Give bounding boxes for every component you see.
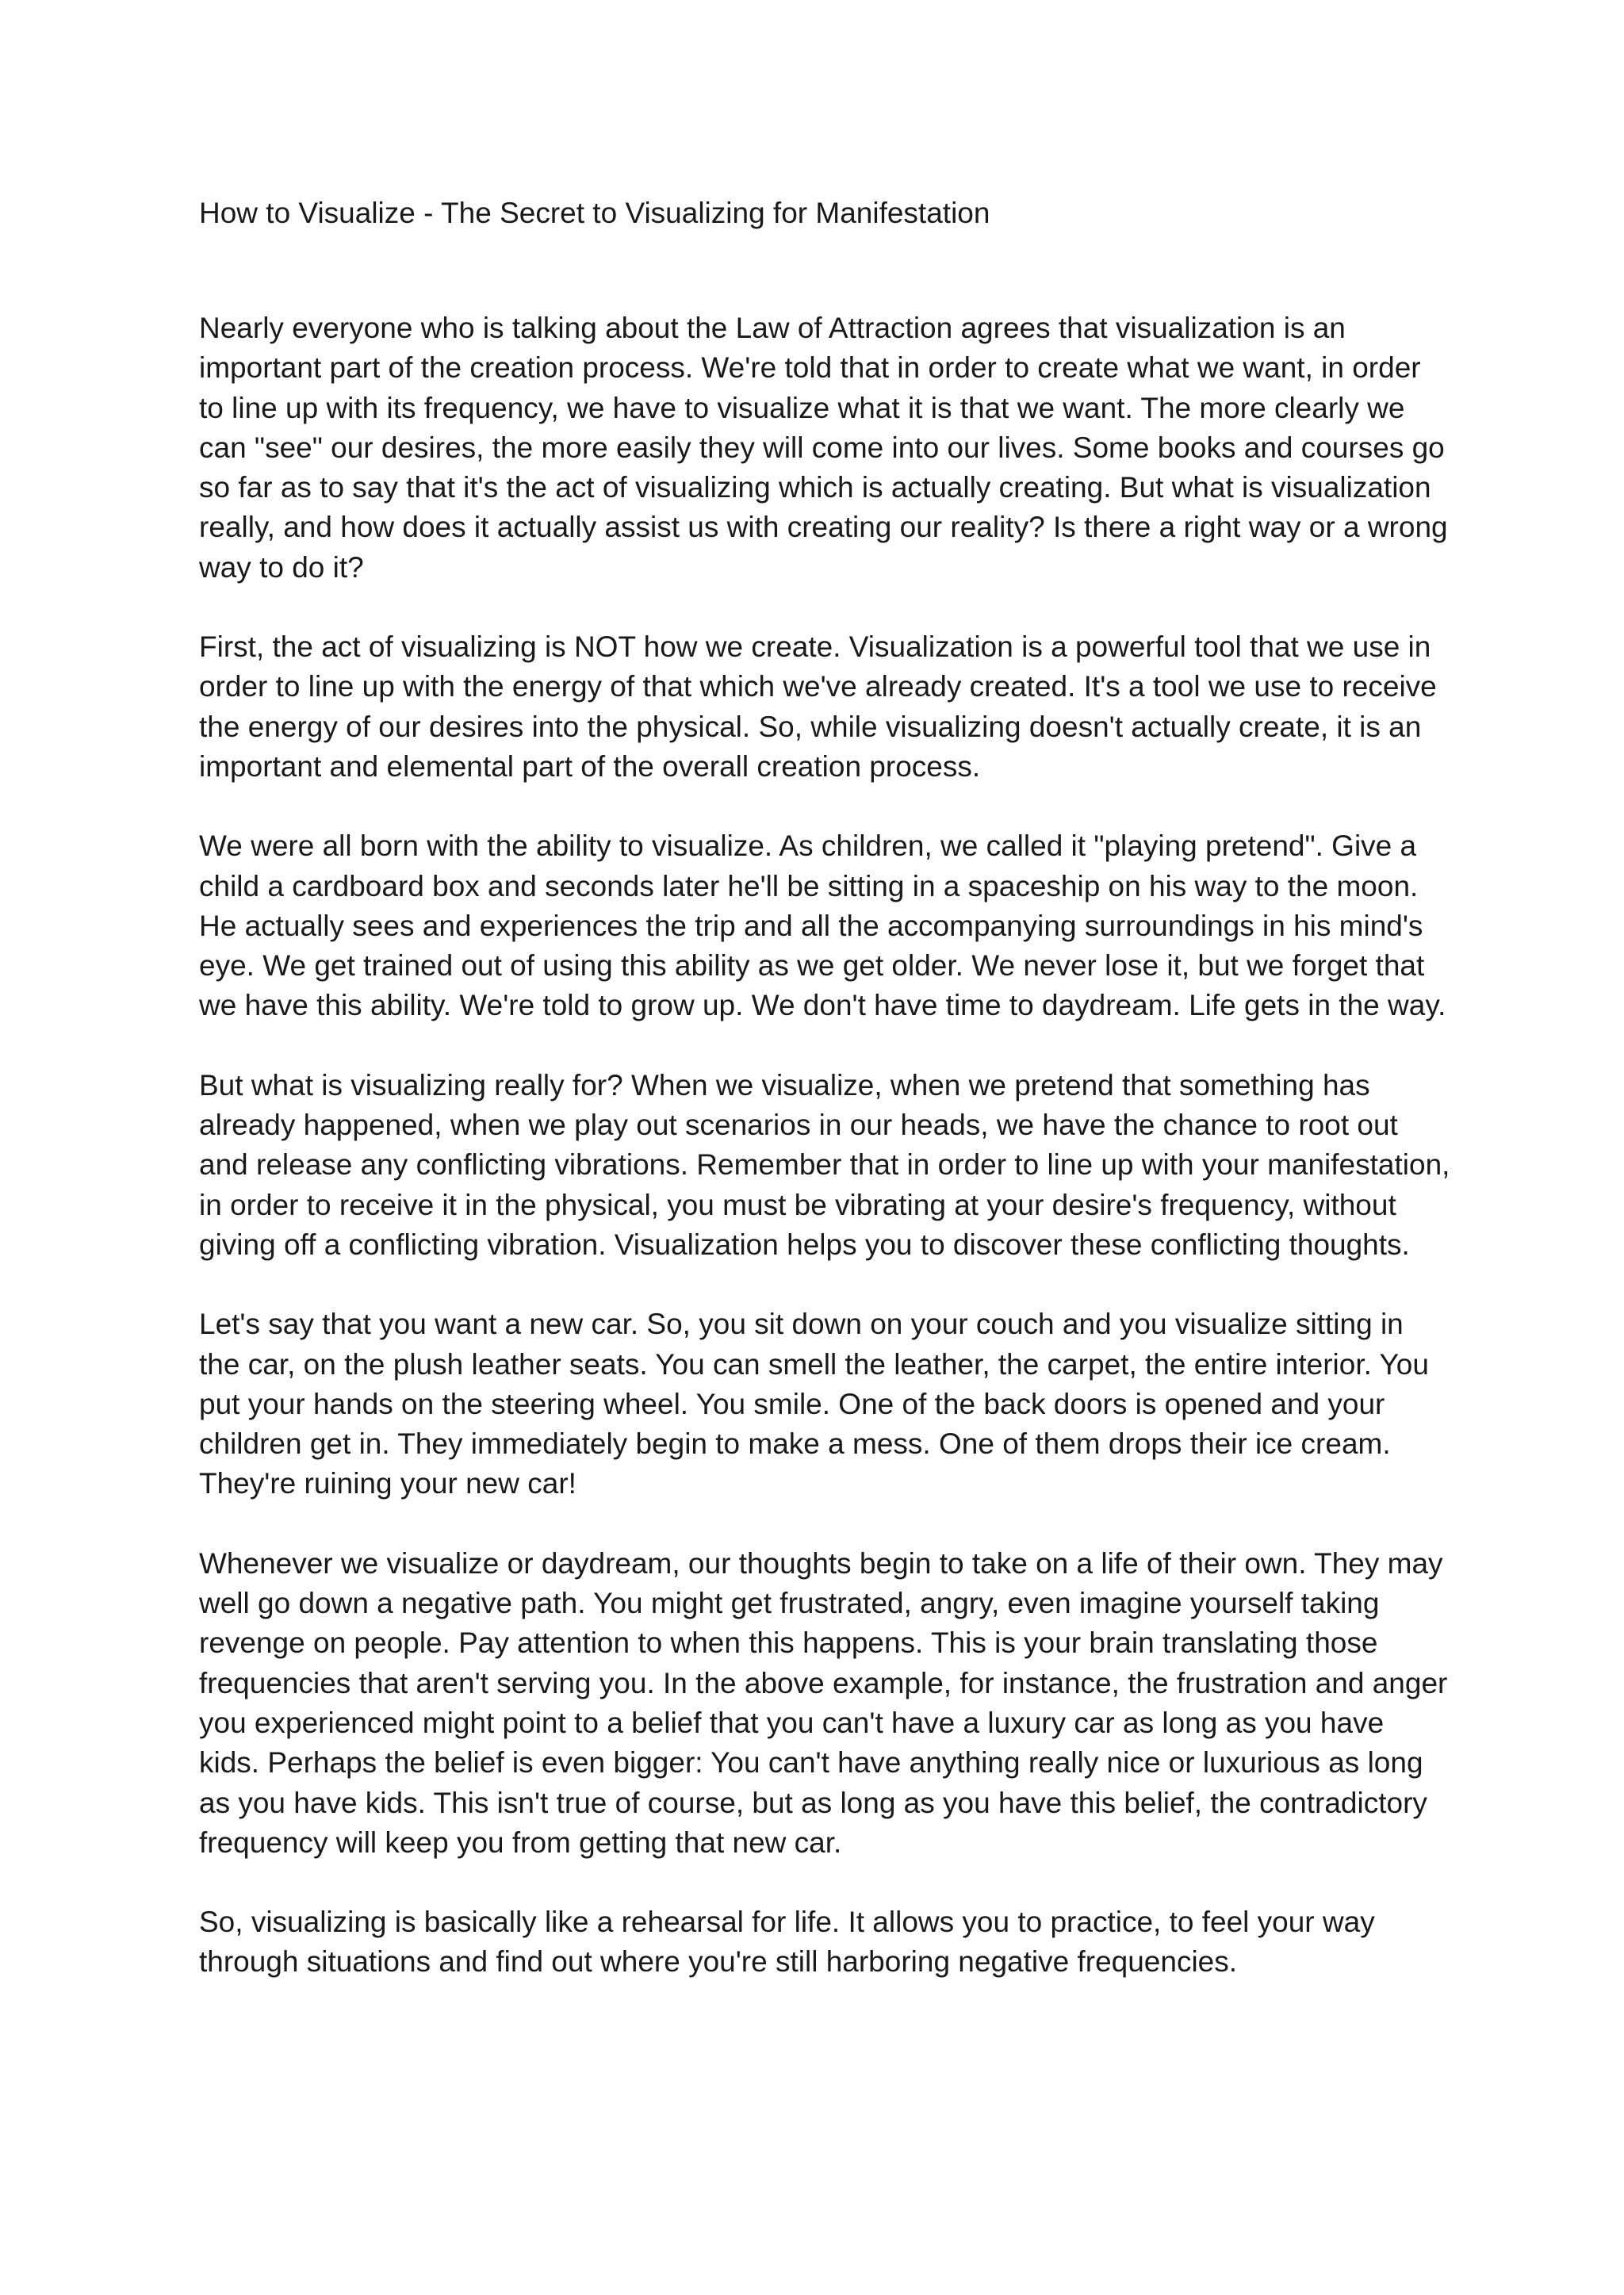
paragraph-rehearsal: So, visualizing is basically like a rehearsal for life. It allows you to practice, to feel your way through situations and find out where you're still harboring negative frequencies. [199, 1906, 1375, 1979]
document-title: How to Visualize - The Secret to Visualizing for Manifestation [199, 197, 990, 229]
paragraph-what-for: But what is visualizing really for? When we visualize, when we pretend that something has already happened, when we play out scenarios in our heads, we have the chance to root out and release any conflicting vibrations. Remember that in order to line up with your manifestation, in order to receive it in the physical, you must be vibrating at your desire's frequency, without giving off a conflicting vibration. Visualization helps you to discover these conflicting thoughts. [199, 1068, 1450, 1261]
paragraph-intro: Nearly everyone who is talking about the Law of Attraction agrees that visualization is an important part of the creation process. We're told that in order to create what we want, in order to line up with its frequency, we have to visualize what it is that we want. The more clearly we can "see" our desires, the more easily they will come into our lives. Some books and courses go so far as to say that it's the act of visualizing which is actually creating. But what is visualization really, and how does it actually assist us with creating our reality? Is there a right way or a wrong way to do it? [199, 312, 1448, 584]
document-page [199, 193, 1452, 2022]
paragraph-not-how-we-create: First, the act of visualizing is NOT how we create. Visualization is a powerful tool that we use in order to line up with the energy of that which we've already created. It's a tool we use to receive the energy of our desires into the physical. So, while visualizing doesn't actually create, it is an important and elemental part of the overall creation process. [199, 630, 1437, 783]
paragraph-born-to-visualize: We were all born with the ability to visualize. As children, we called it "playing pretend". Give a child a cardboard box and seconds later he'll be sitting in a spaceship on his way to the moon. He actually sees and experiences the trip and all the accompanying surroundings in his mind's eye. We get trained out of using this ability as we get older. We never lose it, but we forget that we have this ability. We're told to grow up. We don't have time to daydream. Life gets in the way. [199, 829, 1446, 1022]
paragraph-negative-path: Whenever we visualize or daydream, our thoughts begin to take on a life of their own. They may well go down a negative path. You might get frustrated, angry, even imagine yourself taking revenge on people. Pay attention to when this happens. This is your brain translating those frequencies that aren't serving you. In the above example, for instance, the frustration and anger you experienced might point to a belief that you can't have a luxury car as long as you have kids. Perhaps the belief is even bigger: You can't have anything really nice or luxurious as long as you have kids. This isn't true of course, but as long as you have this belief, the contradictory frequency will keep you from getting that new car. [199, 1546, 1448, 1859]
paragraph-new-car-example: Let's say that you want a new car. So, you sit down on your couch and you visualize sitting in the car, on the plush leather seats. You can smell the leather, the carpet, the entire interior. You put your hands on the steering wheel. You smile. One of the back doors is opened and your children get in. They immediately begin to make a mess. One of them drops their ice cream. They're ruining your new car! [199, 1308, 1429, 1500]
